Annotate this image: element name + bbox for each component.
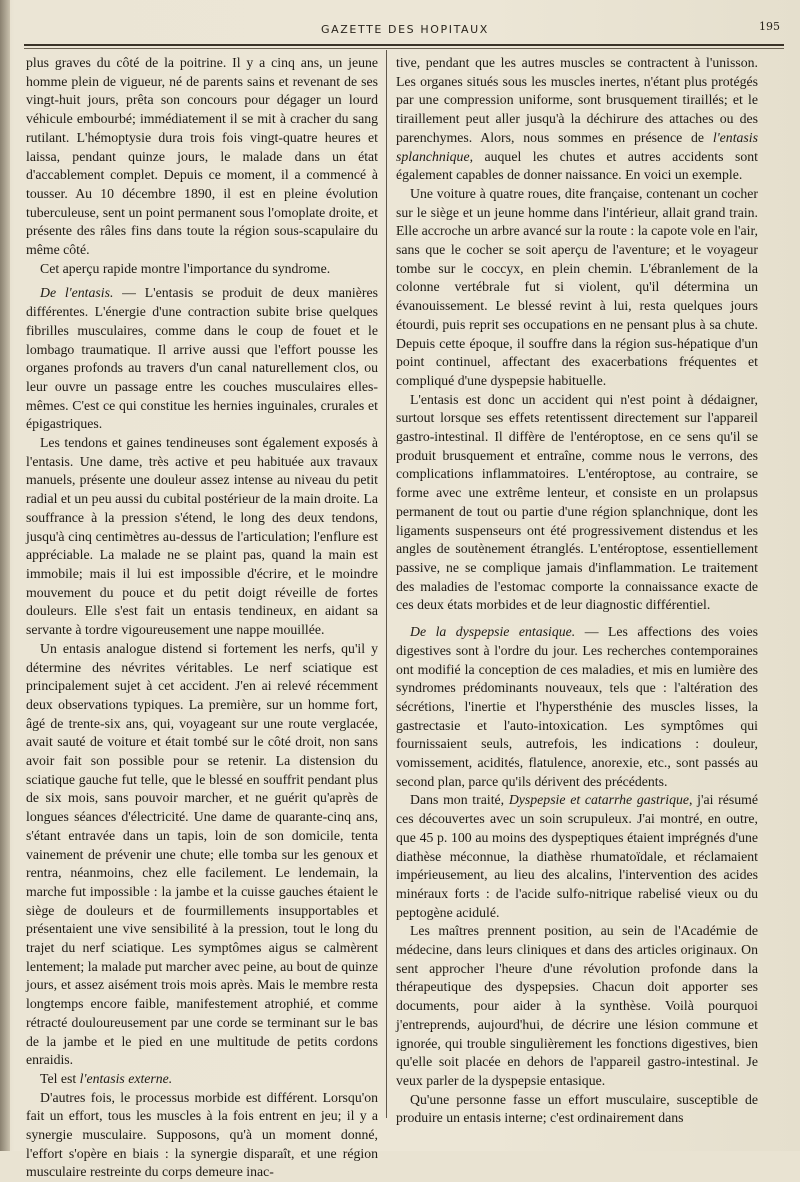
paragraph-text: — L'entasis se produit de deux manières différentes. L'énergie d'une contraction subite brise quelques fibrilles musculaires, comme dans le coup de fouet et le lombago traumatique. Il arrive aussi que l'effort pousse les organes profonds au travers d'un canal naturellement clos, ou leur ouvre un passage entre les couches musculaires elles-mêmes. C'est ce qui constitue les hernies inguinales, crurales et épigastriques. [26,285,378,432]
paragraph: D'autres fois, le processus morbide est différent. Lorsqu'on fait un effort, tous les muscles à la fois entrent en jeu; il y a synergie musculaire. Supposons, qu'à un moment donné, l'effort s'opère en biais : la synergie disparaît, et une région musculaire restreinte du corps demeure inac- [26,1089,378,1180]
paragraph: Une voiture à quatre roues, dite française, contenant un cocher sur le siège et un jeune homme dans l'intérieur, allait grand train. Elle accroche un arbre avancé sur la route : la capote vole en l'air, sans que le cocher se soit aperçu de l'aventure; et le voyageur tombe sur le coccyx, en plein chemin. L'ébranlement de la colonne vertébrale fut si violent, qu'il détermina un évanouissement. Le blessé revint à lui, resta quelques jours étourdi, puis reprit ses occupations en ne pensant plus à sa chute. Depuis cette époque, il souffre dans la région sus-hépatique d'un point continuel, affectant des exacerbations fréquentes et compliqué d'une dyspepsie habituelle. [396,185,758,388]
emphasis: Dyspepsie et catarrhe gastrique [508,792,689,808]
page-number: 195 [759,20,780,33]
section-heading: De l'entasis. [40,285,114,301]
paragraph: Qu'une personne fasse un effort musculaire, susceptible de produire un entasis interne; c'est ordinairement dans [396,1091,758,1126]
paragraph-text: Dans mon traité, [410,792,509,808]
header-rule-thin [24,48,784,49]
running-head: GAZETTE DES HOPITAUX [321,23,489,36]
emphasis: l'entasis splanchnique [396,129,758,164]
left-column [26,54,378,1182]
paragraph [396,791,758,922]
paragraph: plus graves du côté de la poitrine. Il y a cinq ans, un jeune homme plein de vigueur, né de parents sains et revenant de ses vingt-huit jours, prêta son concours pour dégager un lourd véhicule embourbé; immédiatement il se mit à cracher du sang rutilant. L'hémoptysie dura trois fois vingt-quatre heures et laissa, pendant quinze jours, le malade dans un état d'accablement complet. Depuis ce moment, il a commencé à tousser. Au 10 décembre 1890, il est en pleine évolution tuberculeuse, sent un point permanent sous l'omoplate droite, et présente des râles fins dans toute la région sous-scapulaire du même côté. [26,55,378,258]
section-heading: De la dyspepsie entasique. [410,624,576,640]
paragraph: L'entasis est donc un accident qui n'est point à dédaigner, surtout lorsque ses effets retentissent directement sur l'appareil gastro-intestinal. Il diffère de l'entéroptose, en ce sens qu'il se produit brusquement et entraîne, comme nous le verrons, des complications inflammatoires. L'entéroptose, au contraire, se forme avec une extrême lenteur, et consiste en un prolapsus permanent de tout ou partie d'une région splanchnique, dont les ligaments suspenseurs ont été progressivement distendus et les angles de soutènement étranglés. L'entéroptose, essentiellement passive, ne se complique jamais d'inflammation. Le traitement des maladies de l'estomac comporte la connaissance exacte de ces deux états morbides et de leur diagnostic différentiel. [396,391,758,613]
section-paragraph [396,623,758,791]
section-paragraph [26,284,378,434]
column-divider [386,50,387,1118]
paragraph: Les maîtres prennent position, au sein de l'Académie de médecine, dans leurs cliniques et dans des articles originaux. On sent approcher l'heure d'une révolution profonde dans la thérapeutique des dyspepsies. Chacun doit apporter ses documents, pour aider à la synthèse. Voilà pourquoi j'entreprends, aujourd'hui, de décrire une lésion commune et ignorée, qui trouble singulièrement les fonctions digestives, bien qu'elle soit placée en dehors de l'appareil gastro-intestinal. Je veux parler de la dyspepsie entasique. [396,923,758,1088]
paragraph: Un entasis analogue distend si fortement les nerfs, qu'il y détermine des névrites véritables. Le nerf sciatique est principalement sujet à cet accident. J'en ai relevé récemment deux observations typiques. La première, sur un homme fort, âgé de trente-six ans, qui, voyageant sur une route verglacée, avait sauté de voiture et était tombé sur le côté droit, non sans avoir fait son possible pour se retenir. La distension du sciatique gauche fut telle, que le blessé en souffrit pendant plus de six mois, sans pouvoir marcher, et ne guérit qu'après de longues séances d'électricité. Une dame de quarante-cinq ans, s'étant entravée dans un tapis, loin de son domicile, tenta vainement de prévenir une chute; elle tomba sur les genoux et rentra, néanmoins, chez elle facilement. Le lendemain, la marche fut impossible : la jambe et la cuisse gauches étaient le siège de douleurs et de fourmillements insupportables et présentaient une vive sensibilité à la pression, tout le long du trajet du nerf sciatique. Les symptômes aigus se calmèrent lentement; la malade put marcher avec peine, au bout de quinze jours, et assez aisément trois mois après. Mais le membre resta longtemps encore faible, manifestement atrophié, et comme rétracté douloureusement par une corde se terminant sur le bas de la jambe et le pied en une multitude de petits cordons enraidis. [26,640,378,1068]
right-column [396,54,758,1128]
page-header [30,20,780,42]
paragraph-text: , j'ai résumé ces découvertes avec un soin scrupuleux. J'ai montré, en outre, que 45 p. 100 au moins des dyspeptiques étaient imprégnés d'une diathèse méconnue, la diathèse rhumatoïdale, et réclamaient impérieusement, au lieu des alcalins, l'intervention des acides minéraux forts : de l'acide sulfo-nitrique rabelisé vieux ou du peptogène acidulé. [396,792,758,920]
paragraph: Cet aperçu rapide montre l'importance du syndrome. [40,260,331,276]
page-binding-edge [0,0,10,1151]
paragraph-text: tive, pendant que les autres muscles se contractent à l'unisson. Les organes situés sous les muscles inertes, n'étant plus protégés par une compression uniforme, sont brusquement tiraillés; et le tiraillement peut aller jusqu'à la déchirure des attaches ou des parenchymes. Alors, nous sommes en présence de [396,55,758,145]
paragraph [396,54,758,185]
paragraph: Les tendons et gaines tendineuses sont également exposés à l'entasis. Une dame, très active et peu habituée aux travaux manuels, présente une douleur assez intense au niveau du petit radial et un peu aussi du cubital postérieur de la main droite. La souffrance à la pression s'étend, le long des deux tendons, jusqu'à cinq centimètres au-dessus de l'articulation; l'enflure est appréciable. La malade ne se plaint pas, quand la main est immobile; mais il lui est impossible d'écrire, et le moindre mouvement du pouce et du petit doigt réveille de fortes douleurs. Elle s'est fait un entasis tendineux, en aidant sa servante à tordre vigoureusement une nappe mouillée. [26,435,378,638]
paragraph-text: , auquel les chutes et autres accidents sont également capables de donner naissance. En voici un exemple. [396,148,758,183]
paragraph-text: Tel est [40,1070,80,1086]
paragraph [26,1070,378,1089]
paragraph-text: — Les affections des voies digestives sont à l'ordre du jour. Les recherches contemporaines ont modifié la conception de ces maladies, et mis en lumière des syndromes prédominants nouveaux, tels que : l'altération des sécrétions, l'inertie et l'hypersthénie des muscles lisses, la gastrectasie et l'auto-intoxication. Les symptômes qui fournissaient seuls, autrefois, les indications : douleur, vomissement, acidités, flatulence, anorexie, etc., sont passés au second plan, parce qu'ils dérivent des précédents. [396,624,758,789]
header-rule [24,44,784,46]
emphasis: l'entasis externe. [79,1070,173,1086]
